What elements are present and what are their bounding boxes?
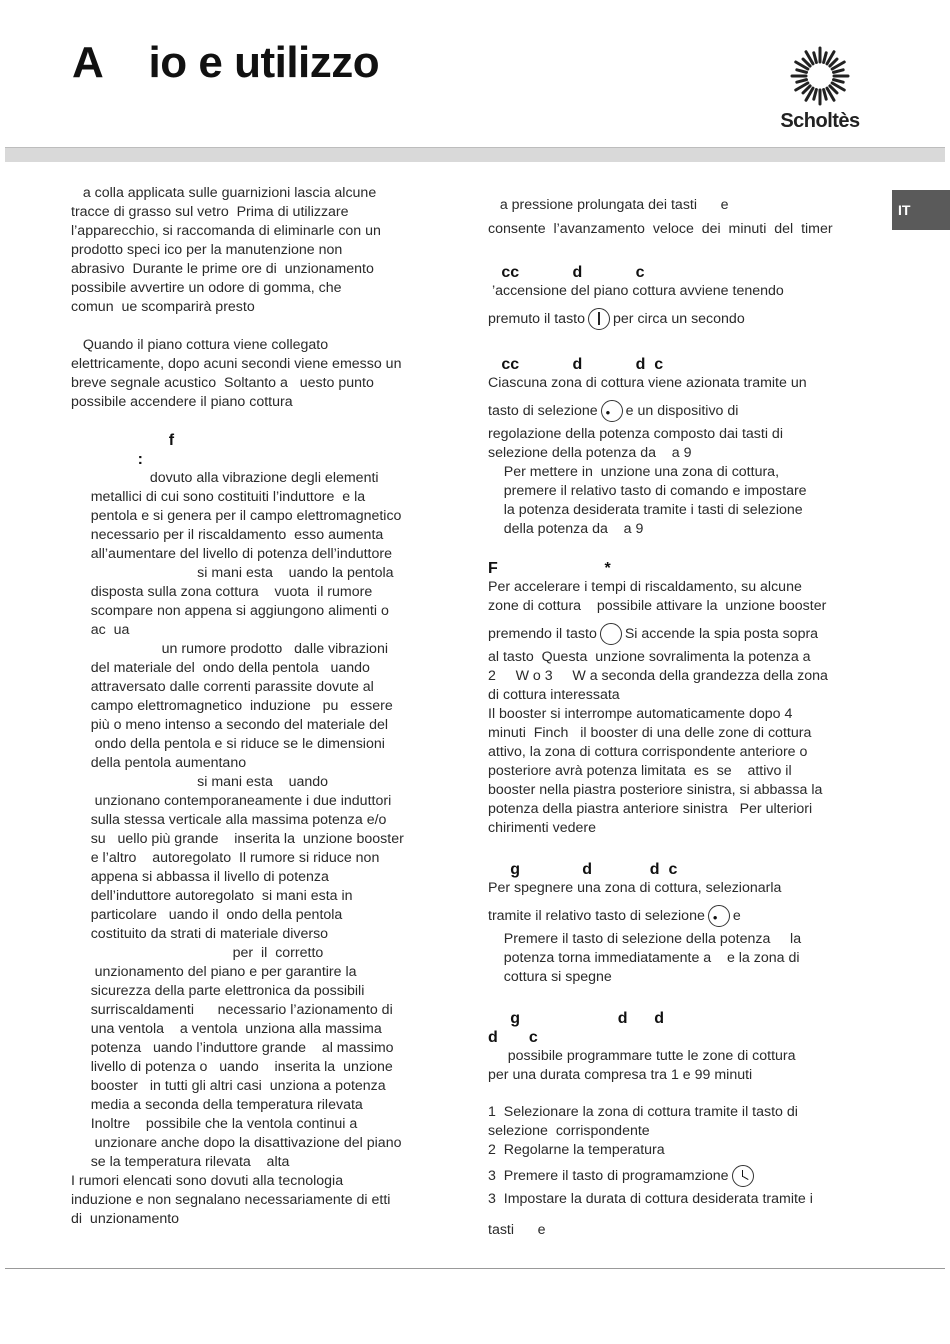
intro-paragraph <box>71 184 461 317</box>
text-line: possibile avvertire un odore di gomma, che <box>71 280 342 296</box>
text-line: prodotto speci ico per la manutenzione non <box>71 242 343 258</box>
booster-heading: F * <box>488 560 611 577</box>
text-line: Premere il tasto di selezione della potenza la <box>488 931 802 947</box>
booster-button-icon <box>600 623 622 645</box>
brand-logo <box>772 46 868 136</box>
text-line: posteriore avrà potenza limitata es se attivo il <box>488 763 792 779</box>
zone-select-icon <box>601 400 623 422</box>
text-line: sicurezza della parte elettronica da possibili <box>71 983 365 999</box>
text-line: si mani esta uando la pentola <box>71 565 394 581</box>
text-line: attivo, la zona di cottura corrispondente anteriore o <box>488 744 808 760</box>
brand-name: Scholtès <box>780 110 860 132</box>
text-line: unzionamento del piano e per garantire la <box>71 964 357 980</box>
text-line: costituito da strati di materiale diverso <box>71 926 329 942</box>
text-line: pentola e si genera per il campo elettromagnetico <box>71 508 402 524</box>
programming-step-3c: tasti e <box>488 1222 546 1238</box>
noise-heading: f <box>71 432 175 449</box>
timer-text-1: a pressione prolungata dei tasti e <box>488 197 729 213</box>
page-title: A io e utilizzo <box>72 38 380 87</box>
text-line: per una durata compresa tra 1 e 99 minuti <box>488 1067 753 1083</box>
text-line: induzione e non segnalano necessariamente di etti <box>71 1192 391 1208</box>
connection-paragraph <box>71 336 461 412</box>
zone-select-icon-2 <box>708 905 730 927</box>
logo-ray <box>814 90 817 100</box>
text-line: 2 W o 3 W a seconda della grandezza della zona <box>488 668 828 684</box>
footer-divider <box>5 1268 945 1269</box>
text-line: dovuto alla vibrazione degli elementi <box>71 470 379 486</box>
text-line: attraversato dalle correnti parassite dovute al <box>71 679 374 695</box>
text-line: campo elettromagnetico induzione pu essere <box>71 698 393 714</box>
text-line: abrasivo Durante le prime ore di unzionamento <box>71 261 374 277</box>
language-tab: IT <box>892 190 950 230</box>
booster-text-3b: Si accende la spia posta sopra <box>624 626 819 642</box>
booster-text-3a: premendo il tasto <box>488 626 597 642</box>
switch-on-text-2b: per circa un secondo <box>613 311 745 327</box>
logo-ray <box>797 80 807 83</box>
text-line: metallici di cui sono costituiti l’induttore e la <box>71 489 366 505</box>
step-line: 2 Regolarne la temperatura <box>488 1142 665 1158</box>
text-line: ac ua <box>71 622 130 638</box>
programming-step-3b: 3 Impostare la durata di cottura desiderata tramite i <box>488 1191 813 1207</box>
logo-ray <box>830 86 837 93</box>
text-line: possibile accendere il piano cottura <box>71 394 293 410</box>
text-line: se la temperatura rilevata alta <box>71 1154 290 1170</box>
text-line: la potenza desiderata tramite i tasti di selezione <box>488 502 803 518</box>
zone-on-text-1: Ciascuna zona di cottura viene azionata tramite un <box>488 375 807 391</box>
text-line: potenza torna immediatamente a e la zona di <box>488 950 800 966</box>
text-line: particolare uando il ondo della pentola <box>71 907 343 923</box>
logo-ray <box>803 86 810 93</box>
text-line: Il booster si interrompe automaticamente dopo 4 <box>488 706 793 722</box>
booster-text-1: Per accelerare i tempi di riscaldamento, su alcune <box>488 579 802 595</box>
text-line: selezione della potenza da a 9 <box>488 445 692 461</box>
text-line: più o meno intenso a secondo del materiale del <box>71 717 389 733</box>
logo-ray <box>834 80 844 83</box>
text-line: elettricamente, dopo acuni secondi viene emesso un <box>71 356 402 372</box>
text-line: unzionano contemporaneamente i due induttori <box>71 793 392 809</box>
text-line: al tasto Questa unzione sovralimenta la potenza a <box>488 649 811 665</box>
text-line: della potenza da a 9 <box>488 521 644 537</box>
switch-off-text-rest <box>488 930 880 987</box>
text-line: booster in tutti gli altri casi unziona a potenza <box>71 1078 386 1094</box>
logo-ray <box>834 70 844 73</box>
noise-paragraph <box>71 469 461 1229</box>
text-line: comun ue scomparirà presto <box>71 299 255 315</box>
programming-heading-1: g d d <box>488 1010 665 1027</box>
text-line: I rumori elencati sono dovuti alla tecnologia <box>71 1173 344 1189</box>
programming-steps <box>488 1103 880 1160</box>
timer-text-2: consente l’avanzamento veloce dei minuti del timer <box>488 221 833 237</box>
text-line: possibile programmare tutte le zone di cottura <box>488 1048 796 1064</box>
logo-ray <box>814 53 817 63</box>
text-line: tracce di grasso sul vetro Prima di utilizzare <box>71 204 349 220</box>
zone-on-text-2a: tasto di selezione <box>488 403 598 419</box>
text-line: unzionare anche dopo la disattivazione del piano <box>71 1135 402 1151</box>
text-line: sulla stessa verticale alla massima potenza e/o <box>71 812 387 828</box>
text-line: booster nella piastra posteriore sinistra, si abbassa la <box>488 782 823 798</box>
text-line: dell’induttore autoregolato si mani esta in <box>71 888 353 904</box>
switch-off-text-1: Per spegnere una zona di cottura, selezionarla <box>488 880 782 896</box>
text-line: ondo della pentola e si riduce se le dimensioni <box>71 736 385 752</box>
text-line: scompare non appena si aggiungono alimenti o <box>71 603 389 619</box>
switch-on-heading: cc d c <box>488 264 645 281</box>
text-line: si mani esta uando <box>71 774 329 790</box>
text-line: Inoltre possibile che la ventola continui a <box>71 1116 358 1132</box>
text-line: breve segnale acustico Soltanto a uesto punto <box>71 375 374 391</box>
text-line: Per mettere in unzione una zona di cottura, <box>488 464 780 480</box>
text-line: della pentola aumentano <box>71 755 247 771</box>
text-line: disposta sulla zona cottura vuota il rumore <box>71 584 373 600</box>
booster-text-2: zone di cottura possibile attivare la unzione booster <box>488 598 827 614</box>
step-line: 1 Selezionare la zona di cottura tramite il tasto di <box>488 1104 798 1120</box>
text-line: chirimenti vedere <box>488 820 597 836</box>
text-line: minuti Finch il booster di una delle zone di cottura <box>488 725 812 741</box>
text-line: l’apparecchio, si raccomanda di eliminarle con un <box>71 223 381 239</box>
zone-on-text-rest <box>488 425 880 539</box>
text-line: su uello più grande inserita la unzione booster <box>71 831 404 847</box>
text-line: per il corretto <box>71 945 324 961</box>
switch-on-text: ’accensione del piano cottura avviene tenendo <box>488 283 784 299</box>
left-column <box>71 184 461 1229</box>
logo-ray <box>803 59 810 66</box>
clock-icon <box>732 1165 754 1187</box>
switch-off-heading: g d d c <box>488 861 678 878</box>
power-button-icon <box>588 308 610 330</box>
text-line: di unzionamento <box>71 1211 180 1227</box>
logo-ray <box>830 59 837 66</box>
switch-off-text-2b: e <box>732 908 741 924</box>
booster-text-rest <box>488 648 880 838</box>
zone-on-heading: cc d d c <box>488 356 664 373</box>
right-column <box>488 196 880 1240</box>
text-line: livello di potenza o uando inserita la unzione <box>71 1059 393 1075</box>
text-line: media a seconda della temperatura rilevata <box>71 1097 363 1113</box>
text-line: a colla applicata sulle guarnizioni lascia alcune <box>71 185 377 201</box>
text-line: del materiale del ondo della pentola uando <box>71 660 370 676</box>
programming-text <box>488 1047 880 1085</box>
text-line: di cottura interessata <box>488 687 620 703</box>
zone-on-text-2b: e un dispositivo di <box>625 403 739 419</box>
text-line: e l’altro autoregolato Il rumore si riduce non <box>71 850 380 866</box>
text-line: surriscaldamenti necessario l’azionamento di <box>71 1002 393 1018</box>
text-line: all’aumentare del livello di potenza dell’induttore <box>71 546 392 562</box>
switch-off-text-2a: tramite il relativo tasto di selezione <box>488 908 705 924</box>
switch-on-text-2a: premuto il tasto <box>488 311 585 327</box>
logo-ray <box>824 90 827 100</box>
step-line: selezione corrispondente <box>488 1123 650 1139</box>
text-line: potenza della piastra anteriore sinistra Per ulteriori <box>488 801 813 817</box>
text-line: Quando il piano cottura viene collegato <box>71 337 329 353</box>
text-line: una ventola a ventola unziona alla massima <box>71 1021 382 1037</box>
noise-subheading: : <box>71 451 144 468</box>
programming-step-3a: 3 Premere il tasto di programamzione <box>488 1168 729 1184</box>
programming-heading-2: d c <box>488 1029 538 1046</box>
text-line: potenza uando l’induttore grande al massimo <box>71 1040 394 1056</box>
logo-ray <box>797 70 807 73</box>
sun-logo-icon <box>772 46 868 110</box>
text-line: premere il relativo tasto di comando e impostare <box>488 483 807 499</box>
text-line: necessario per il riscaldamento esso aumenta <box>71 527 384 543</box>
text-line: cottura si spegne <box>488 969 612 985</box>
header-divider <box>5 147 945 162</box>
logo-ray <box>824 53 827 63</box>
text-line: regolazione della potenza composto dai tasti di <box>488 426 783 442</box>
text-line: un rumore prodotto dalle vibrazioni <box>71 641 388 657</box>
text-line: appena si abbassa il livello di potenza <box>71 869 329 885</box>
